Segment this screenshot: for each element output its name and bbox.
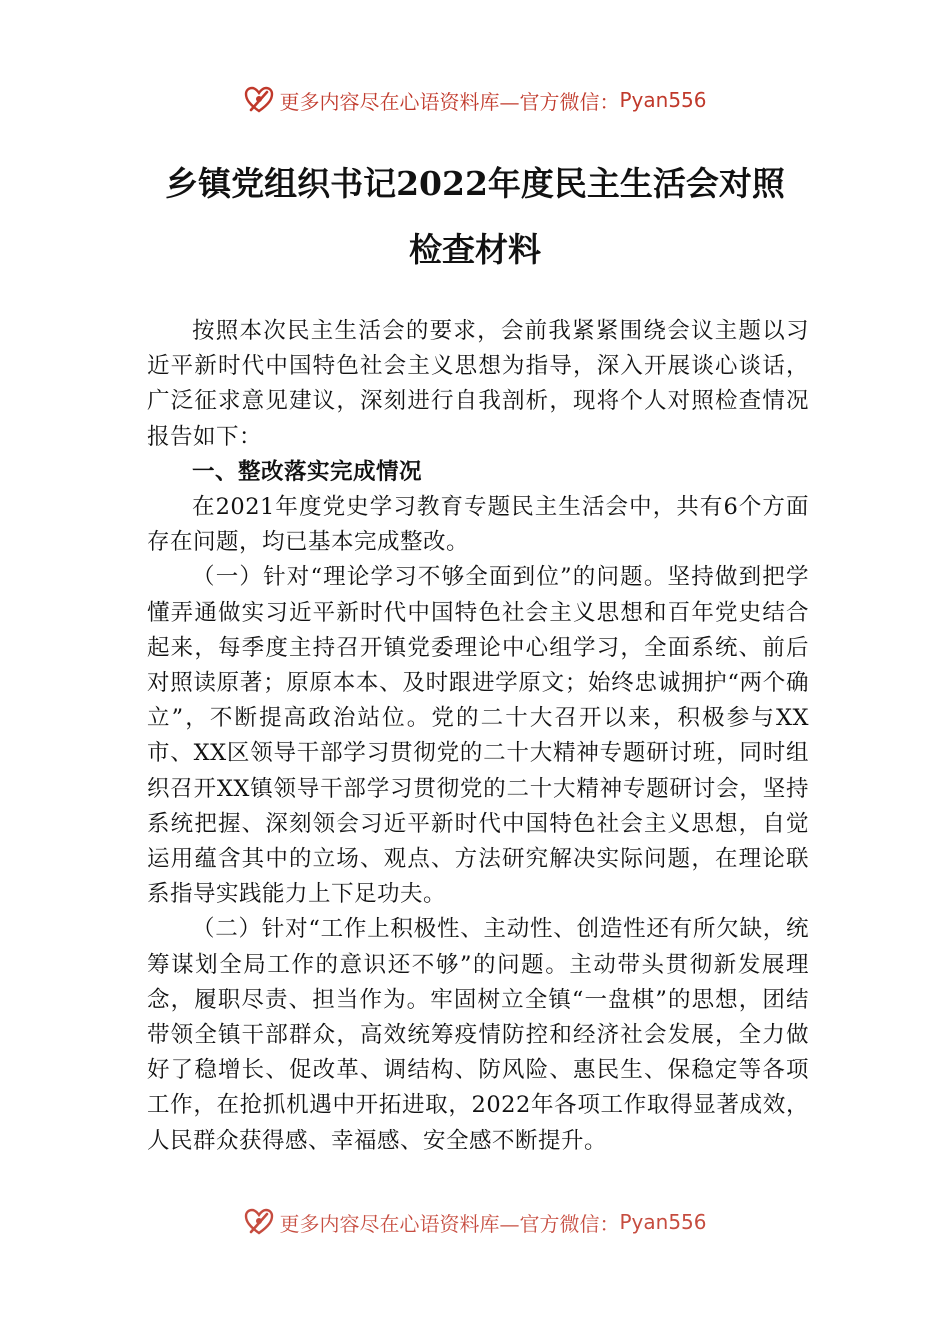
watermark-wechat-id: Pyan556 [619, 88, 707, 112]
heart-pen-logo-icon [243, 1206, 275, 1238]
intro-paragraph: 按照本次民主生活会的要求，会前我紧紧围绕会议主题以习近平新时代中国特色社会主义思想为指导，深入开展谈心谈话，广泛征求意见建议，深刻进行自我剖析，现将个人对照检查情况报告如下： [147, 318, 809, 450]
document-body [147, 314, 809, 1159]
watermark-wechat-id: Pyan556 [619, 1210, 707, 1234]
paragraph-item-2: （二）针对“工作上积极性、主动性、创造性还有所欠缺，统筹谋划全局工作的意识还不够”的问题。主动带头贯彻新发展理念，履职尽责、担当作为。牢固树立全镇“一盘棋”的思想，团结带领全镇干部群众，高效统筹疫情防控和经济社会发展，全力做好了稳增长、促改革、调结构、防风险、惠民生、保稳定等各项工作，在抢抓机遇中开拓进取，2022年各项工作取得显著成效，人民群众获得感、幸福感、安全感不断提升。 [147, 916, 809, 1154]
watermark-bottom [0, 1206, 950, 1238]
watermark-top [0, 84, 950, 116]
paragraph-item-1: （一）针对“理论学习不够全面到位”的问题。坚持做到把学懂弄通做实习近平新时代中国特色社会主义思想和百年党史结合起来，每季度主持召开镇党委理论中心组学习，全面系统、前后对照读原著；原原本本、及时跟进学原文；始终忠诚拥护“两个确立”，不断提高政治站位。党的二十大召开以来，积极参与XX市、XX区领导干部学习贯彻党的二十大精神专题研讨班，同时组织召开XX镇领导干部学习贯彻党的二十大精神专题研讨会，坚持系统把握、深刻领会习近平新时代中国特色社会主义思想，自觉运用蕴含其中的立场、观点、方法研究解决实际问题，在理论联系指导实践能力上下足功夫。 [147, 564, 809, 908]
watermark-text: 更多内容尽在心语资料库—官方微信： [279, 1211, 620, 1236]
paragraph-summary: 在2021年度党史学习教育专题民主生活会中，共有6个方面存在问题，均已基本完成整改。 [147, 494, 809, 556]
heart-pen-logo-icon [243, 84, 275, 116]
document-title-line-1: 乡镇党组织书记2022年度民主生活会对照 [165, 164, 785, 203]
document-title-line-2: 检查材料 [409, 230, 541, 269]
section-heading: 一、整改落实完成情况 [192, 458, 423, 485]
watermark-text: 更多内容尽在心语资料库—官方微信： [279, 89, 620, 114]
